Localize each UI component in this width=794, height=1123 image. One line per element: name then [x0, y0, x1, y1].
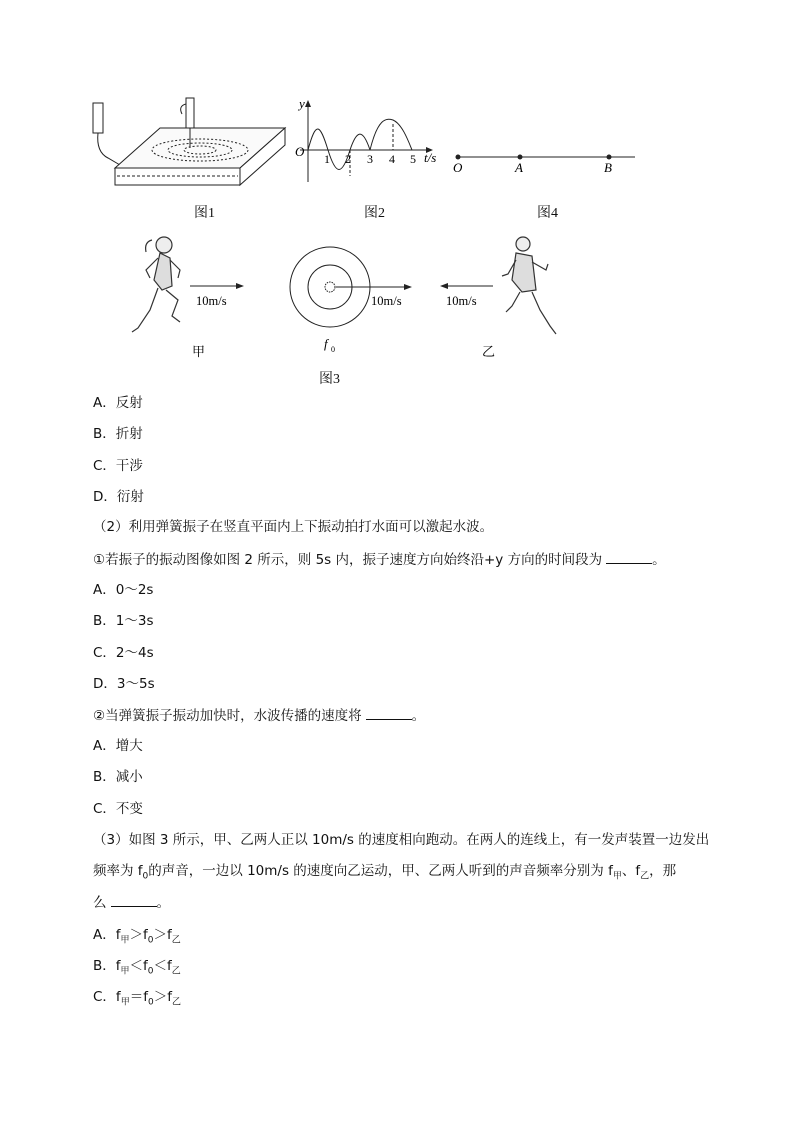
q2-sub2-option-c: C．不变 [93, 801, 143, 817]
q2-sub2-blank [366, 706, 412, 720]
q2-sub1-blank [606, 550, 652, 564]
q3-b-sub2: 0 [147, 966, 154, 977]
fig4-label-o: O [453, 160, 463, 175]
q3-option-c [93, 988, 181, 1012]
q3-a-sub2: 0 [147, 935, 154, 946]
fig2-y-label: y [299, 96, 305, 111]
q2-sub2-text: ②当弹簧振子振动加快时，水波传播的速度将 [93, 708, 362, 724]
q3-b-sub3: 乙 [171, 966, 181, 977]
runner-yi [502, 237, 556, 334]
q3-period: 。 [156, 895, 170, 911]
q2-sub1-text: ①若振子的振动图像如图 2 所示，则 5s 内，振子速度方向始终沿+y 方向的时间段为 [93, 552, 603, 568]
q3-line3 [93, 893, 170, 912]
q3-line2-c: 、f [621, 863, 641, 879]
q2-sub1-option-c: C．2～4s [93, 645, 154, 661]
q3-line2-b: 的声音，一边以 10m/s 的速度向乙运动，甲、乙两人听到的声音频率分别为 f [148, 863, 613, 879]
runner-yi-leg1 [506, 292, 520, 312]
fig4-label-b: B [604, 160, 612, 175]
arrowhead-yi [440, 283, 448, 289]
q3-option-b [93, 957, 181, 981]
runner-yi-body [512, 253, 536, 292]
q3-c-sub2: 0 [147, 997, 154, 1008]
q2-stem: （2）利用弹簧振子在竖直平面内上下振动拍打水面可以激起水波。 [93, 519, 494, 535]
fig4-point-b [607, 155, 612, 160]
q3-option-a [93, 926, 181, 950]
q2-sub2 [93, 706, 425, 725]
fig2-caption: 图2 [364, 206, 385, 221]
source-dot [325, 282, 335, 292]
sine-part-2 [350, 134, 370, 150]
fig2-tick-5: 5 [410, 152, 416, 166]
fig1-illustration [93, 98, 285, 185]
figures-svg [0, 0, 794, 390]
q3-c-part1: C．f [93, 989, 121, 1005]
arrowhead-jia [236, 283, 244, 289]
q3-line3-text: 么 [93, 895, 107, 911]
q3-c-part2: ＝f [129, 989, 148, 1005]
runner-jia [132, 237, 180, 332]
q1-option-b: B．折射 [93, 426, 143, 442]
q1-option-c: C．干涉 [93, 458, 143, 474]
fig2-tick-1: 1 [324, 152, 330, 166]
q2-sub1-period: 。 [652, 552, 666, 568]
q2-sub1-option-a: A．0～2s [93, 582, 154, 598]
q3-a-sub1: 甲 [120, 935, 130, 946]
q3-line1: （3）如图 3 所示，甲、乙两人正以 10m/s 的速度相向跑动。在两人的连线上，有一发声装置一边发出 [93, 832, 710, 848]
q3-b-part3: ＜f [153, 958, 172, 974]
runner-jia-leg2 [166, 290, 180, 322]
name-label-yi: 乙 [482, 344, 496, 359]
source-label-sub: 0 [331, 345, 335, 354]
vibrator-box [93, 103, 103, 133]
q2-sub1 [93, 550, 666, 569]
figures-area [0, 0, 794, 390]
q3-c-part3: ＞f [153, 989, 172, 1005]
runner-jia-head [156, 237, 172, 253]
source-label: f [324, 336, 328, 351]
fig1-caption: 图1 [194, 206, 215, 221]
y-arrow [305, 100, 311, 107]
fig2-tick-4: 4 [389, 152, 395, 166]
fig3-arrows [190, 283, 493, 290]
fig3-caption: 图3 [319, 372, 340, 387]
q3-a-part2: ＞f [129, 927, 148, 943]
q3-line2-a: 频率为 f [93, 863, 143, 879]
q3-a-part3: ＞f [153, 927, 172, 943]
runner-jia-hair [146, 240, 152, 252]
name-label-jia: 甲 [192, 344, 206, 359]
fig2-origin-label: O [295, 144, 305, 159]
fig2-tick-2: 2 [345, 152, 351, 166]
fig4-label-a: A [515, 160, 523, 175]
q2-sub2-option-b: B．减小 [93, 769, 143, 785]
q2-sub2-period: 。 [411, 708, 426, 724]
q3-line2-d: ，那 [649, 863, 677, 879]
runner-yi-leg2 [532, 292, 556, 334]
fig4-caption: 图4 [537, 206, 558, 221]
q2-sub1-option-b: B．1～3s [93, 613, 154, 629]
runner-yi-arm2 [532, 262, 548, 270]
speed-label-source: 10m/s [371, 294, 402, 308]
q3-line2 [93, 862, 676, 886]
sine-part-3 [370, 119, 412, 150]
speed-label-yi: 10m/s [446, 294, 477, 308]
q3-line2-sub3: 乙 [640, 871, 650, 882]
q3-c-sub1: 甲 [120, 997, 130, 1008]
dipper-hook [181, 104, 186, 114]
fig4-point-o [456, 155, 461, 160]
q3-line2-sub2: 甲 [612, 871, 622, 882]
q3-a-part1: A．f [93, 927, 121, 943]
speed-label-jia: 10m/s [196, 294, 227, 308]
q2-sub1-option-d: D．3～5s [93, 676, 155, 692]
q2-sub2-option-a: A．增大 [93, 738, 143, 754]
fig2-t-label: t/s [424, 150, 437, 165]
q1-option-a: A．反射 [93, 395, 143, 411]
q3-c-sub3: 乙 [171, 997, 181, 1008]
arrowhead-source [404, 284, 412, 290]
q3-line2-sub: 0 [142, 871, 149, 882]
q3-a-sub3: 乙 [171, 935, 181, 946]
fig4-line [456, 155, 636, 160]
q3-blank [111, 893, 157, 907]
fig2-tick-3: 3 [367, 152, 373, 166]
fig2-graph [300, 100, 433, 182]
q3-b-part1: B．f [93, 958, 121, 974]
q1-option-d: D．衍射 [93, 489, 144, 505]
q3-b-sub1: 甲 [120, 966, 130, 977]
dipper-rod [186, 98, 194, 128]
q3-b-part2: ＜f [129, 958, 148, 974]
wire [98, 133, 120, 165]
fig4-point-a [518, 155, 523, 160]
runner-jia-leg1 [132, 288, 158, 332]
runner-yi-head [516, 237, 530, 251]
